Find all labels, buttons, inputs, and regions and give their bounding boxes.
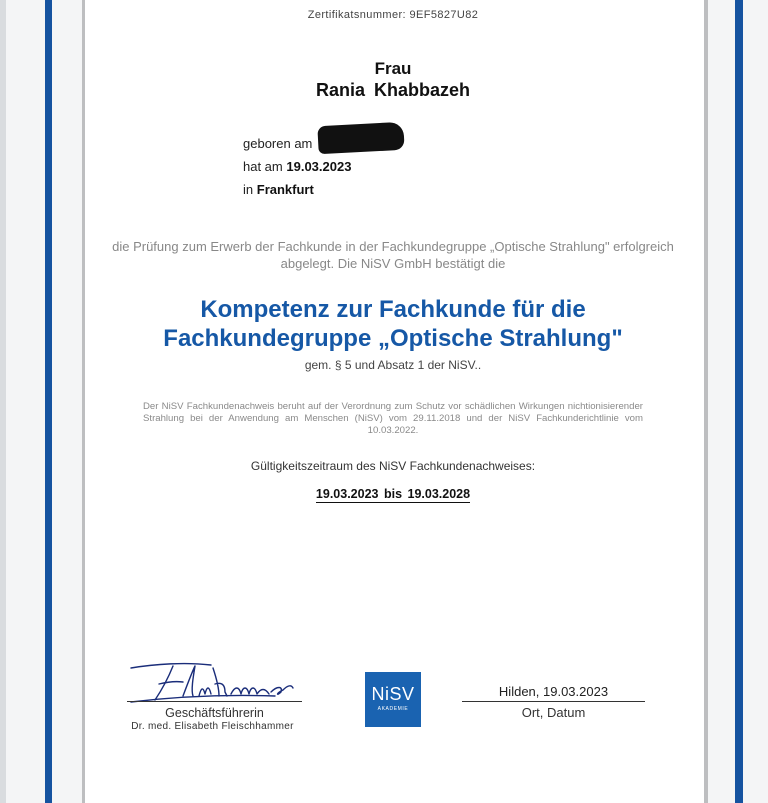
validity-range-text: 19.03.2023 bis 19.03.2028: [315, 487, 471, 501]
redaction-mark: [317, 122, 404, 154]
signatory-role: Geschäftsführerin: [165, 706, 264, 720]
born-line: [243, 136, 312, 151]
logo-subtitle: AKADEMIE: [377, 706, 409, 712]
exam-statement: die Prüfung zum Erwerb der Fachkunde in der Fachkundegruppe „Optische Strahlung" erfolgreich abgelegt. Die NiSV GmbH bestätigt die: [112, 239, 674, 271]
place-and-date: Hilden, 19.03.2023: [498, 684, 609, 699]
legal-basis-text: Der NiSV Fachkundenachweis beruht auf der Verordnung zum Schutz vor schädlichen Wirkungen nichtionisierender Strahlung bei der Anwendung am Menschen (NiSV) vom 29.11.2018 und der NiSV Fachkunderichtlinie vom 10.03.2022.: [143, 401, 643, 436]
exam-date-label: hat am: [243, 159, 283, 174]
page-edge: [0, 0, 6, 803]
right-gray-border: [704, 0, 708, 803]
signatory-name: Dr. med. Elisabeth Fleischhammer: [131, 721, 294, 732]
place-line-text: [243, 182, 314, 197]
exam-date: 19.03.2023: [286, 159, 352, 174]
certificate-number: Zertifikatsnummer: 9EF5827U82: [307, 9, 479, 21]
holder-name: Rania Khabbazeh: [315, 80, 471, 100]
left-blue-border: [45, 0, 52, 803]
headline-line-2: Fachkundegruppe „Optische Strahlung": [163, 325, 623, 352]
salutation: Frau: [374, 59, 412, 78]
headline-line-1: Kompetenz zur Fachkunde für die: [200, 296, 586, 323]
place-date-line: [462, 701, 645, 702]
logo-wordmark: NiSV: [371, 684, 415, 704]
exam-date-line: [243, 159, 351, 174]
right-blue-border: [735, 0, 743, 803]
signature-image: [125, 656, 300, 704]
nisv-logo: [365, 672, 421, 727]
validity-label: Gültigkeitszeitraum des NiSV Fachkundenachweises:: [250, 459, 536, 473]
certificate-headline: [110, 295, 676, 353]
exam-place: Frankfurt: [256, 182, 314, 197]
place-prefix: in: [243, 182, 254, 197]
signature-line: [127, 701, 302, 702]
place-date-label: Ort, Datum: [521, 705, 586, 720]
legal-reference: gem. § 5 und Absatz 1 der NiSV..: [304, 358, 482, 372]
born-label: geboren am: [243, 136, 313, 151]
validity-range: [0, 487, 768, 501]
